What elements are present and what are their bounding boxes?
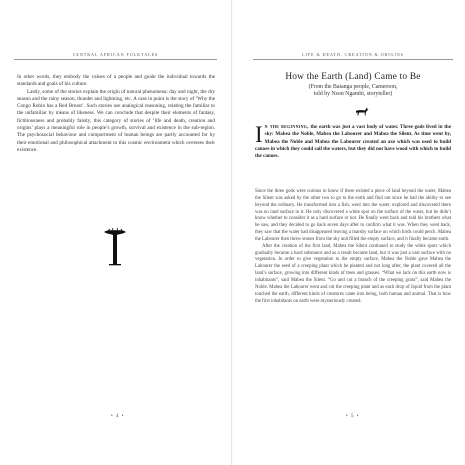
drop-cap: I (255, 122, 263, 147)
baobab-tree-icon (103, 228, 127, 268)
story-source-line-2: told by Nson Ngambi, storyteller) (313, 91, 393, 98)
right-page-body (255, 189, 451, 305)
left-paragraph-1: In other words, they embody the values of a people and guide the individual towards the standards and goals of his culture. (17, 74, 215, 88)
running-head-left: CENTRAL AFRICAN FOLKTALES (14, 52, 217, 60)
left-page-body (17, 74, 215, 154)
antelope-icon (354, 107, 370, 116)
intro-rest: the earth was just a vast body of water. Three gods lived in the sky: Mabea the Noble, Mabea the Labourer and Mabea the Silent. As time went by, Mabea the Noble and Mabea the Labourer created an axe which was used to build canoes in which they could sail the waters, but they did not have wood with which to build the canoes. (255, 124, 452, 160)
story-source (253, 84, 453, 98)
left-page (0, 0, 232, 465)
running-head-right: LIFE & DEATH, CREATION & ORIGINS (253, 52, 453, 60)
left-paragraph-2: Lastly, some of the stories explain the origin of natural phenomena: day and night, the dry season and the rainy season, thunder and lightning, etc. A case in point is the story of ‘Why the Congo Robin has a Red Breast’. Such stories use analogical reasoning, relating the familiar to the unfamiliar by means of likeness. We can conclude that despite their elements of fantasy, fictitiousness and probably falsity, this category of stories of ‘life and death, creation and origins’ plays a meaningful role in people’s growth, survival and existence in the sub-region. The psychosocial behaviour and comportment of human beings are partly accounted for by their emotional and philosophical attachment to this cosmic environment which oversees their existence. (17, 88, 215, 153)
page-number-right: • 5 • (346, 414, 360, 419)
story-title: How the Earth (Land) Came to Be (285, 72, 421, 82)
page-number-left: • 4 • (111, 414, 125, 419)
intro-lead: n the beginning, (264, 124, 309, 130)
story-intro (255, 124, 451, 160)
right-page (233, 0, 465, 465)
right-paragraph-2: After the creation of the first land, Mabea the Silent continued to study the white spots which gradually became a hard substance and as a result became land, but it was just a vast surface with no vegetation. In order to give vegetation to the empty surface, Mabea the Noble gave Mabea the Labourer the seed of a creeping plant which he planted and not long after, the plant covered all the land’s surface, growing into different kinds of trees and grasses. “What we lack on this earth now is inhabitants”, said Mabea the Silent. “Go and cut a branch of the creeping grass”, said Mabea the Noble. Mabea the Labourer went and cut the creeping plant and as each drop of liquid from the plant touched the earth, different kinds of creatures came into being, both human and animal. That is how the first inhabitants on earth were mysteriously created. (255, 243, 451, 304)
right-paragraph-1: Since the three gods were curious to know if there existed a piece of land beyond the water, Mabea the Silent was asked by the other two to go to the earth and find out since he had the ability to see beyond the ordinary. He transformed into a fish, went into the water, explored and discovered there was no land surface in it. He only discovered a white spot on the surface of the water, but he didn’t know whether to consider it as a hard surface or not. He finally went back and told his brothers what he saw, and they decided to go back seven days after to confirm what it was. When they went back, they saw that the water had disappeared leaving a marshy surface on which birds could perch. Mabea the Labourer then threw stones from the sky and filled the empty surface, and it finally became earth. (255, 189, 451, 242)
story-source-line-1: (From the Batanga people, Cameroon, (308, 84, 398, 90)
